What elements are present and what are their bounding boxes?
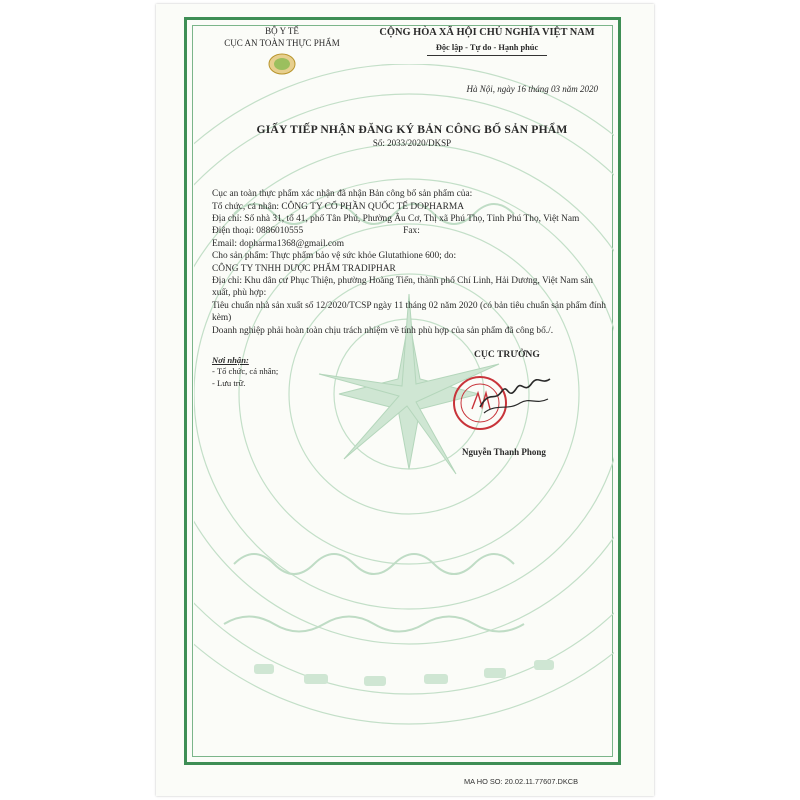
issue-date: Hà Nội, ngày 16 tháng 03 năm 2020 [466,84,598,94]
organization-line: Tổ chức, cá nhân: CÔNG TY CỔ PHẦN QUỐC TẾ DOPHARMA [212,201,465,212]
document-number: Số: 2033/2020/DKSP [372,138,452,149]
recipients-label: Nơi nhận: [212,355,249,366]
document-sheet [156,4,654,796]
motto: Độc lập - Tự do - Hạnh phúc [435,42,539,52]
signature-area [212,345,612,505]
product-line: Cho sản phẩm: Thực phẩm bảo vệ sức khỏe Glutathione 600; do: [212,251,457,262]
document-content [212,26,612,505]
nation-name: CỘNG HÒA XÃ HỘI CHỦ NGHĨA VIỆT NAM [379,27,595,38]
maker-line: CÔNG TY TNHH DƯỢC PHẨM TRADIPHAR [212,263,396,274]
standard-line: Tiêu chuẩn nhà sản xuất số 12/2020/TCSP ngày 11 tháng 02 năm 2020 (có bản tiêu chuẩn sản phẩm đính kèm) [212,300,606,324]
recipient-item: - Lưu trữ. [212,377,246,388]
email-line: Email: dopharma1368@gmail.com [212,238,345,249]
recipient-item: - Tổ chức, cá nhân; [212,366,279,377]
maker-address-line: Địa chỉ: Khu dân cư Phục Thiện, phường Hoàng Tiến, thành phố Chí Linh, Hải Dương, Việt Nam sản xuất, phù hợp: [212,276,593,299]
recipients-block [212,355,278,389]
agency-name: CỤC AN TOÀN THỰC PHẨM [224,37,340,48]
official-stamp-icon [450,361,560,441]
document-header [212,26,612,116]
address-line: Địa chỉ: Số nhà 31, tổ 41, phố Tân Phú, Phường Âu Cơ, Thị xã Phú Thọ, Tỉnh Phú Thọ, Việt Nam [212,213,580,224]
signer-role: CỤC TRƯỞNG [474,349,540,361]
fax-line: Fax: [403,226,420,237]
document-title: GIẤY TIẾP NHẬN ĐĂNG KÝ BẢN CÔNG BỐ SẢN PHẨM [256,123,568,136]
signer-name: Nguyễn Thanh Phong [462,447,546,458]
responsibility-line: Doanh nghiệp phải hoàn toàn chịu trách nhiệm về tính phù hợp của sản phẩm đã công bố./. [212,325,554,336]
dossier-code: MA HO SO: 20.02.11.77607.DKCB [464,777,579,786]
phone-line: Điện thoại: 0886010555 [212,226,304,237]
agency-logo-icon [268,53,296,75]
intro-line: Cục an toàn thực phẩm xác nhận đã nhận Bản công bố sản phẩm của: [212,189,473,200]
ministry-name: BỘ Y TẾ [265,26,299,36]
document-body [212,188,612,337]
